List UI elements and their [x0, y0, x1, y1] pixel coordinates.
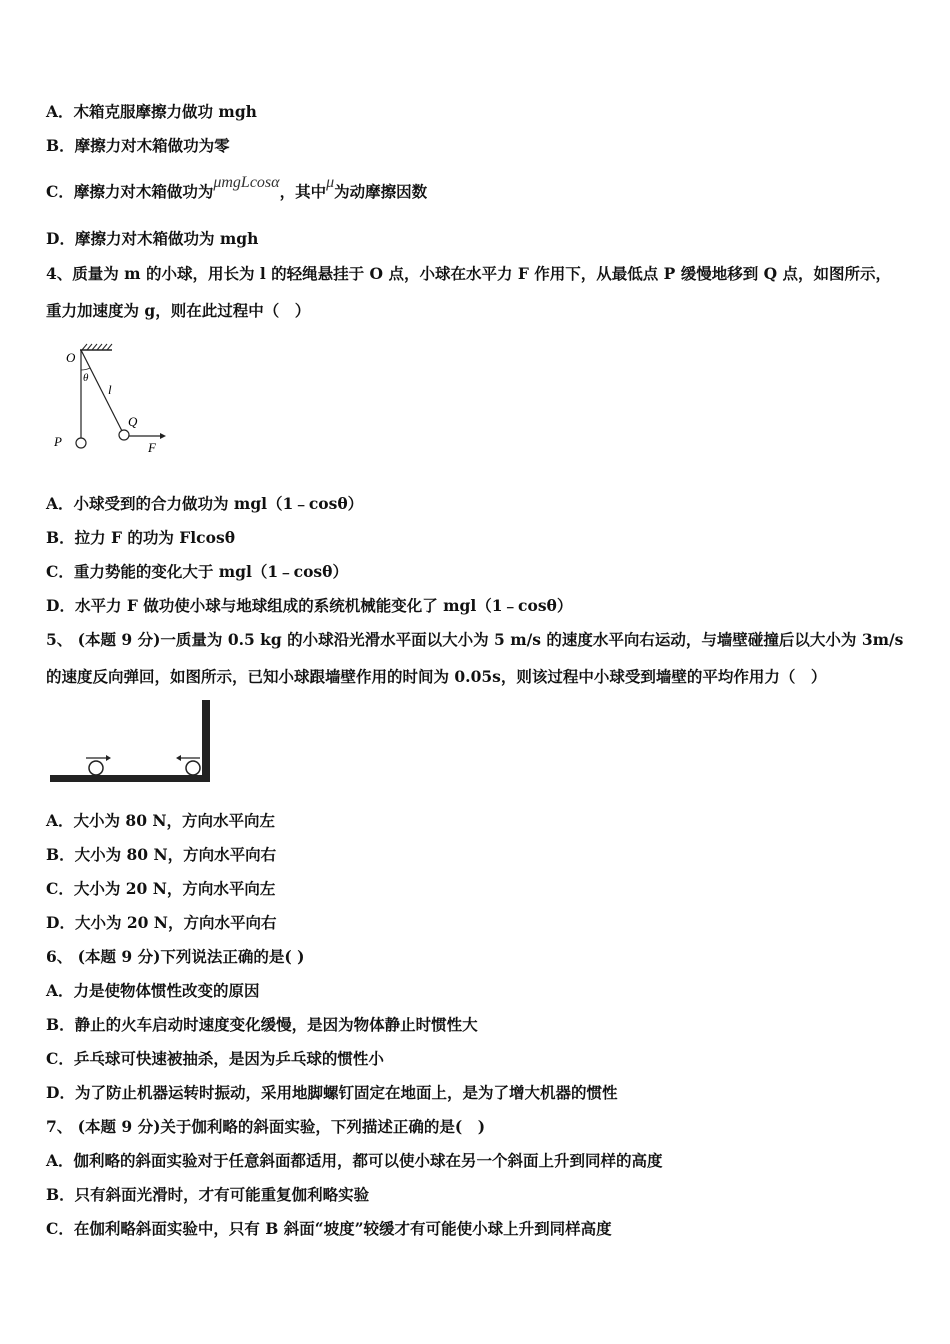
q5-stem-line2: 的速度反向弹回，如图所示，已知小球跟墙壁作用的时间为 0.05s，则该过程中小球受到墙壁的平均作用力（ ）	[46, 667, 827, 686]
ball-incoming	[89, 761, 103, 775]
q5-stem-line1: 5、 (本题 9 分)一质量为 0.5 kg 的小球沿光滑水平面以大小为 5 m/s 的速度水平向右运动，与墙壁碰撞后以大小为 3m/s	[46, 630, 904, 649]
q4-option-a: A．小球受到的合力做功为 mgl（1﹣cosθ）	[46, 494, 364, 513]
ball-p	[76, 438, 86, 448]
q7-option-c: C．在伽利略斜面实验中，只有 B 斜面“坡度”较缓才有可能使小球上升到同样高度	[46, 1219, 612, 1238]
string-oq	[81, 350, 122, 431]
ball-rebound	[186, 761, 200, 775]
force-arrow-head	[160, 433, 166, 439]
q5-option-b: B．大小为 80 N，方向水平向右	[46, 845, 277, 864]
label-q: Q	[128, 414, 138, 429]
q3-option-c-mid: ，其中	[279, 182, 327, 201]
label-theta: θ	[83, 372, 89, 384]
q3-option-d: D．摩擦力对木箱做功为 mgh	[46, 229, 259, 248]
label-l: l	[108, 382, 112, 397]
q4-stem-line1: 4、质量为 m 的小球，用长为 l 的轻绳悬挂于 O 点，小球在水平力 F 作用下，从最低点 P 缓慢地移到 Q 点，如图所示，	[46, 264, 891, 283]
q3-option-c	[46, 174, 428, 203]
q3-option-a: A．木箱克服摩擦力做功 mgh	[46, 102, 257, 121]
wall	[202, 700, 210, 782]
q3-mu-symbol: μ	[326, 174, 335, 191]
q6-option-b: B．静止的火车启动时速度变化缓慢，是因为物体静止时惯性大	[46, 1015, 478, 1034]
q5-option-c: C．大小为 20 N，方向水平向左	[46, 879, 276, 898]
q6-stem: 6、 (本题 9 分)下列说法正确的是( )	[46, 947, 305, 966]
q6-option-a: A．力是使物体惯性改变的原因	[46, 981, 260, 1000]
arrow-right-head	[106, 755, 111, 761]
q7-stem: 7、 (本题 9 分)关于伽利略的斜面实验，下列描述正确的是( )	[46, 1117, 486, 1136]
q3-option-c-post: 为动摩擦因数	[334, 182, 428, 201]
q4-pendulum-figure	[50, 340, 180, 460]
label-p: P	[54, 434, 62, 449]
q3-formula: μmgLcosα	[213, 174, 280, 191]
q4-option-c: C．重力势能的变化大于 mgl（1﹣cosθ）	[46, 562, 348, 581]
q3-option-c-pre: C．摩擦力对木箱做功为	[46, 182, 214, 201]
q5-wall-figure	[48, 698, 218, 790]
arrow-left-head	[176, 755, 181, 761]
ceiling-hatch	[82, 344, 112, 350]
q5-option-a: A．大小为 80 N，方向水平向左	[46, 811, 276, 830]
q7-option-b: B．只有斜面光滑时，才有可能重复伽利略实验	[46, 1185, 370, 1204]
q7-option-a: A．伽利略的斜面实验对于任意斜面都适用，都可以使小球在另一个斜面上升到同样的高度	[46, 1151, 663, 1170]
q4-stem-line2: 重力加速度为 g，则在此过程中（ ）	[46, 301, 311, 320]
floor	[50, 775, 210, 782]
q3-option-b: B．摩擦力对木箱做功为零	[46, 136, 230, 155]
q4-option-b: B．拉力 F 的功为 Flcosθ	[46, 528, 236, 547]
q6-option-d: D．为了防止机器运转时振动，采用地脚螺钉固定在地面上，是为了增大机器的惯性	[46, 1083, 618, 1102]
label-o: O	[66, 350, 76, 365]
q4-option-d: D．水平力 F 做功使小球与地球组成的系统机械能变化了 mgl（1﹣cosθ）	[46, 596, 573, 615]
angle-arc	[81, 368, 90, 370]
q5-option-d: D．大小为 20 N，方向水平向右	[46, 913, 277, 932]
ball-q	[119, 430, 129, 440]
label-f: F	[148, 440, 156, 455]
q6-option-c: C．乒乓球可快速被抽杀，是因为乒乓球的惯性小	[46, 1049, 384, 1068]
